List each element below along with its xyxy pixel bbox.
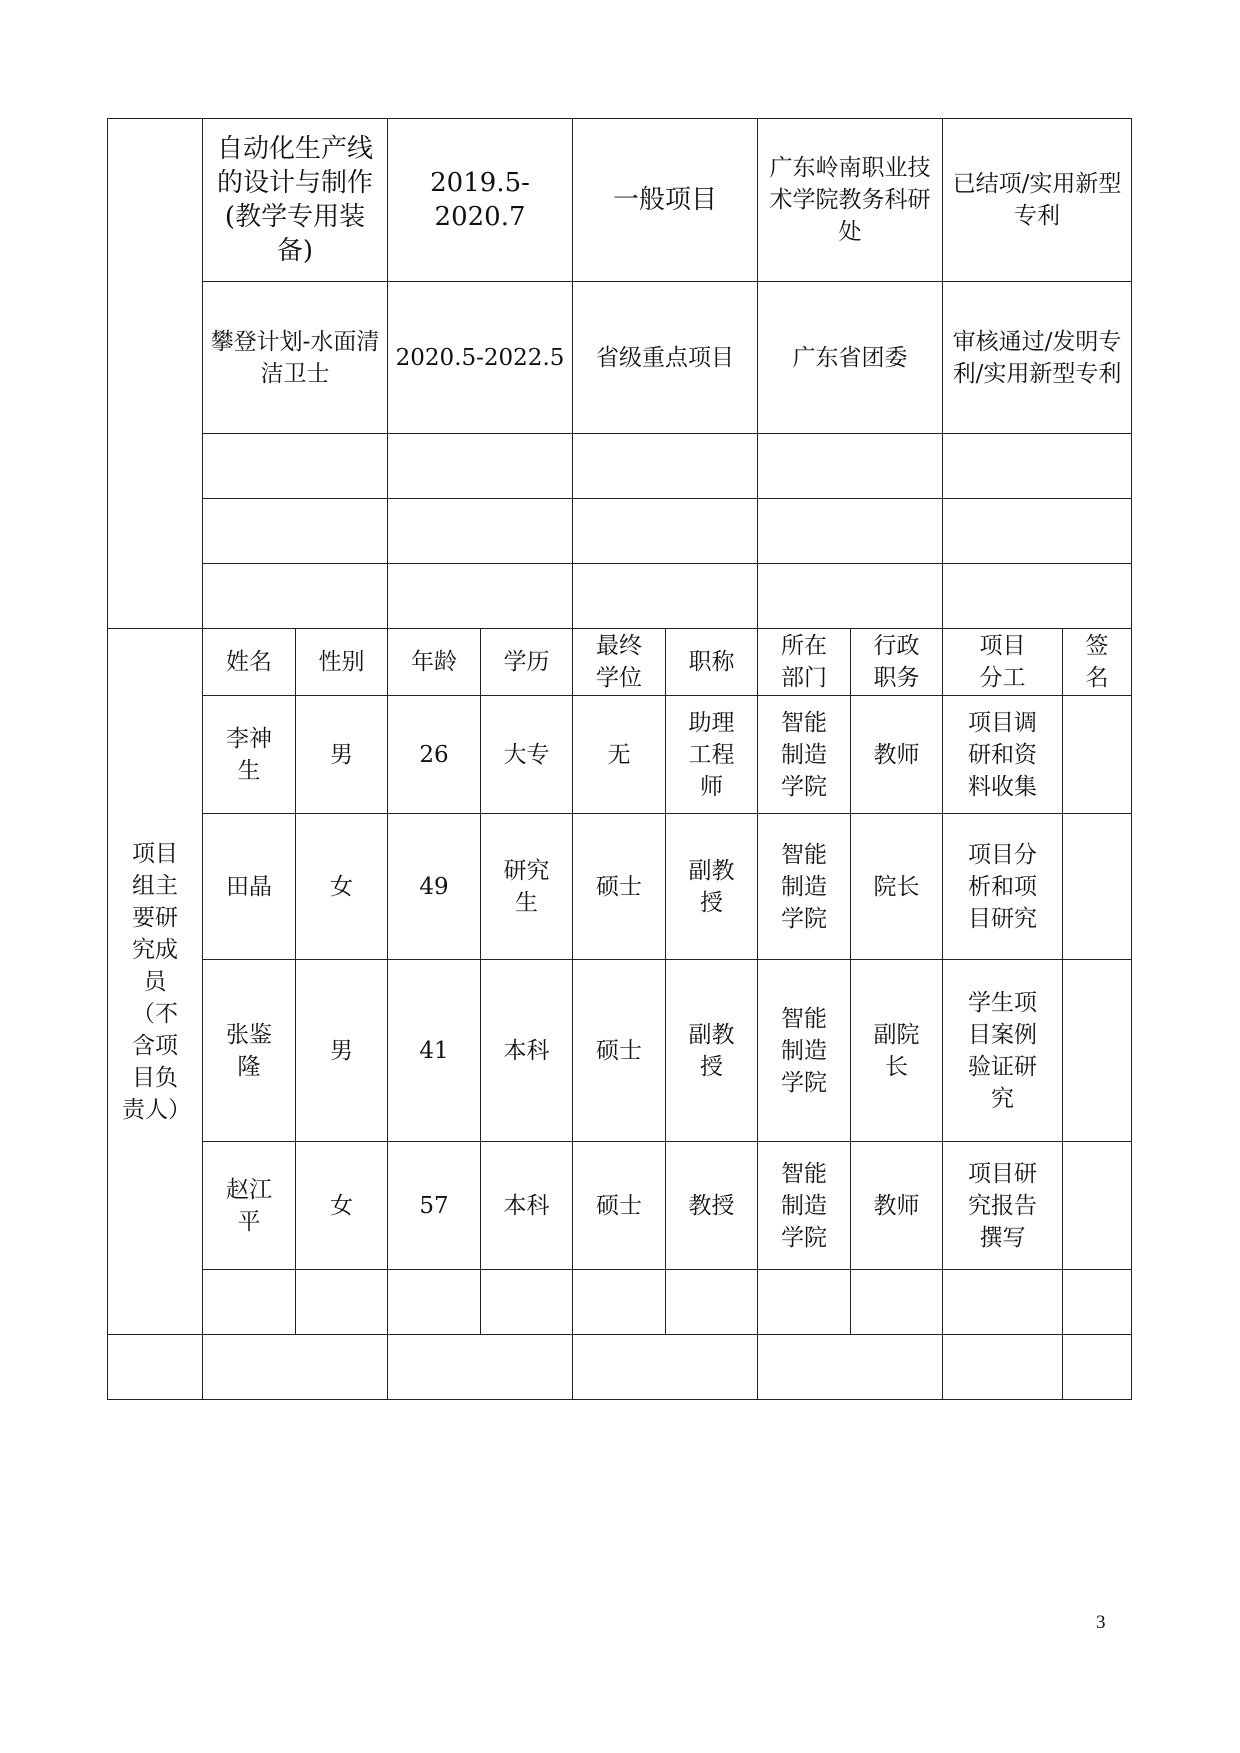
member-title: 副教授 <box>666 960 758 1142</box>
project-level: 省级重点项目 <box>573 282 758 434</box>
project-status: 审核通过/发明专利/实用新型专利 <box>943 282 1132 434</box>
project-row <box>108 119 1132 282</box>
members-header-row <box>108 629 1132 696</box>
header-dept: 所在部门 <box>758 629 851 696</box>
member-division: 项目调研和资料收集 <box>943 696 1063 814</box>
member-title: 副教授 <box>666 814 758 960</box>
member-age: 41 <box>388 960 481 1142</box>
member-age: 26 <box>388 696 481 814</box>
member-name: 田晶 <box>203 814 296 960</box>
empty-member-row <box>108 1270 1132 1335</box>
member-dept: 智能制造学院 <box>758 814 851 960</box>
header-gender: 性别 <box>296 629 388 696</box>
member-name: 赵江平 <box>203 1142 296 1270</box>
empty-row <box>108 1335 1132 1400</box>
projects-section-label <box>108 119 203 629</box>
member-division: 项目分析和项目研究 <box>943 814 1063 960</box>
member-row <box>108 960 1132 1142</box>
member-position: 院长 <box>851 814 943 960</box>
member-signature <box>1063 814 1132 960</box>
header-division: 项目分工 <box>943 629 1063 696</box>
member-row <box>108 696 1132 814</box>
empty-project-row <box>108 564 1132 629</box>
header-degree: 最终学位 <box>573 629 666 696</box>
project-period: 2020.5-2022.5 <box>388 282 573 434</box>
member-gender: 男 <box>296 696 388 814</box>
member-division: 项目研究报告撰写 <box>943 1142 1063 1270</box>
header-position: 行政职务 <box>851 629 943 696</box>
project-status: 已结项/实用新型专利 <box>943 119 1132 282</box>
member-degree: 硕士 <box>573 814 666 960</box>
header-title: 职称 <box>666 629 758 696</box>
member-education: 本科 <box>481 1142 573 1270</box>
member-title: 教授 <box>666 1142 758 1270</box>
member-dept: 智能制造学院 <box>758 960 851 1142</box>
empty-project-row <box>108 434 1132 499</box>
project-name: 自动化生产线的设计与制作(教学专用装备) <box>203 119 388 282</box>
header-signature: 签名 <box>1063 629 1132 696</box>
member-title: 助理工程师 <box>666 696 758 814</box>
header-name: 姓名 <box>203 629 296 696</box>
member-age: 49 <box>388 814 481 960</box>
member-position: 教师 <box>851 696 943 814</box>
member-gender: 女 <box>296 1142 388 1270</box>
member-degree: 硕士 <box>573 1142 666 1270</box>
member-dept: 智能制造学院 <box>758 696 851 814</box>
project-source: 广东省团委 <box>758 282 943 434</box>
member-name: 张鉴隆 <box>203 960 296 1142</box>
member-position: 教师 <box>851 1142 943 1270</box>
member-name: 李神生 <box>203 696 296 814</box>
page-number: 3 <box>1096 1612 1106 1633</box>
members-section-label: 项目组主要研究成员（不含项目负责人） <box>108 629 203 1335</box>
application-form-table <box>107 118 1132 1400</box>
member-dept: 智能制造学院 <box>758 1142 851 1270</box>
project-source: 广东岭南职业技术学院教务科研处 <box>758 119 943 282</box>
member-division: 学生项目案例验证研究 <box>943 960 1063 1142</box>
member-signature <box>1063 960 1132 1142</box>
member-education: 本科 <box>481 960 573 1142</box>
member-degree: 无 <box>573 696 666 814</box>
header-education: 学历 <box>481 629 573 696</box>
member-education: 大专 <box>481 696 573 814</box>
header-age: 年龄 <box>388 629 481 696</box>
project-period: 2019.5-2020.7 <box>388 119 573 282</box>
member-row <box>108 814 1132 960</box>
member-signature <box>1063 1142 1132 1270</box>
project-level: 一般项目 <box>573 119 758 282</box>
member-degree: 硕士 <box>573 960 666 1142</box>
project-row <box>108 282 1132 434</box>
member-position: 副院长 <box>851 960 943 1142</box>
member-row <box>108 1142 1132 1270</box>
member-education: 研究生 <box>481 814 573 960</box>
member-age: 57 <box>388 1142 481 1270</box>
empty-project-row <box>108 499 1132 564</box>
project-name: 攀登计划-水面清洁卫士 <box>203 282 388 434</box>
member-gender: 男 <box>296 960 388 1142</box>
member-signature <box>1063 696 1132 814</box>
member-gender: 女 <box>296 814 388 960</box>
